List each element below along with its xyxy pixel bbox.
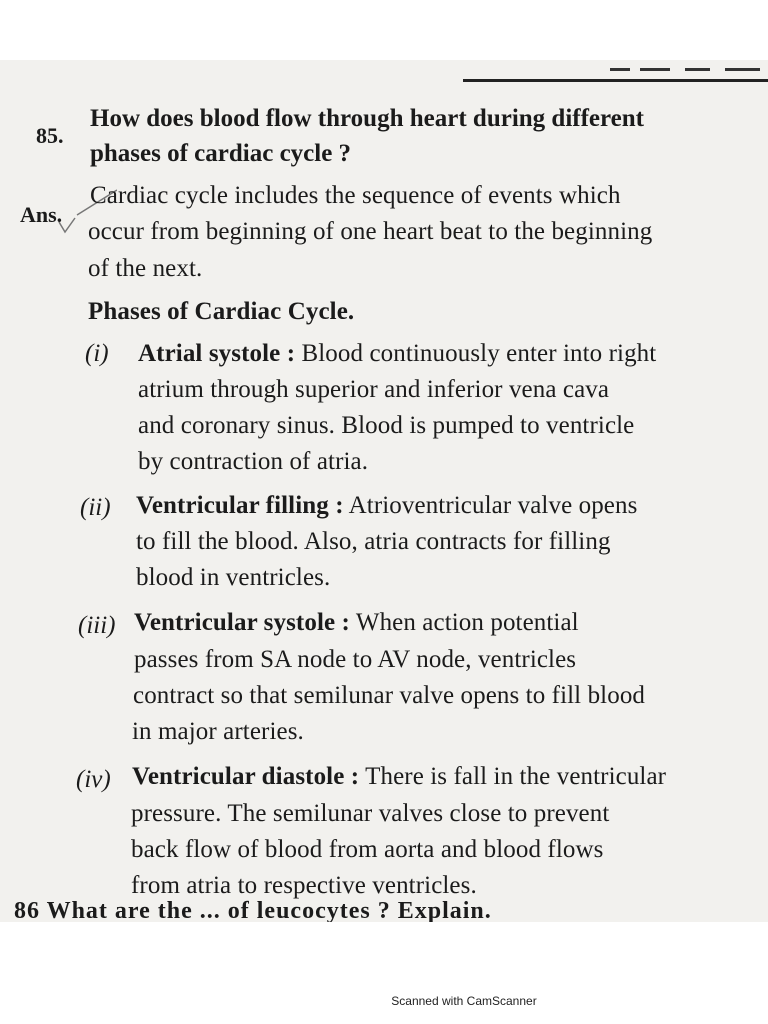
- answer-line: Cardiac cycle includes the sequence of events which: [90, 182, 621, 209]
- phase-numeral: (iv): [76, 766, 111, 793]
- top-dash: [640, 68, 670, 71]
- phase-line: atrium through superior and inferior vena cava: [138, 376, 610, 403]
- phase-first-line: [138, 340, 656, 368]
- phase-text: There is fall in the ventricular: [359, 763, 667, 790]
- phase-term: Ventricular systole :: [134, 609, 350, 636]
- answer-line: of the next.: [88, 255, 203, 282]
- phase-text: When action potential: [349, 609, 579, 636]
- top-dash: [725, 68, 760, 71]
- phase-term: Ventricular filling :: [136, 492, 344, 519]
- phase-line: by contraction of atria.: [138, 448, 369, 475]
- question-line: How does blood flow through heart during different: [90, 105, 644, 132]
- scanner-watermark: Scanned with CamScanner: [391, 994, 537, 1008]
- phase-term: Ventricular diastole :: [132, 763, 360, 790]
- phase-line: contract so that semilunar valve opens to fill blood: [133, 682, 646, 709]
- next-question-cut: 86 What are the ... of leucocytes ? Explain.: [14, 898, 492, 922]
- answer-label: Ans.: [20, 202, 63, 227]
- section-heading: Phases of Cardiac Cycle.: [88, 298, 355, 325]
- phase-line: to fill the blood. Also, atria contracts for filling: [136, 528, 611, 555]
- phase-numeral: (i): [85, 340, 109, 367]
- top-rule: [463, 79, 768, 82]
- question-line: phases of cardiac cycle ?: [90, 140, 352, 167]
- phase-line: from atria to respective ventricles.: [131, 872, 477, 899]
- phase-line: pressure. The semilunar valves close to prevent: [131, 800, 610, 827]
- phase-line: back flow of blood from aorta and blood flows: [131, 836, 604, 863]
- phase-line: passes from SA node to AV node, ventricles: [134, 646, 577, 673]
- top-dash: [685, 68, 710, 71]
- answer-line: occur from beginning of one heart beat to the beginning: [88, 218, 653, 245]
- phase-term: Atrial systole :: [138, 340, 296, 367]
- phase-line: in major arteries.: [132, 718, 304, 745]
- phase-line: blood in ventricles.: [136, 564, 331, 591]
- phase-numeral: (ii): [80, 494, 111, 521]
- phase-numeral: (iii): [78, 612, 116, 639]
- phase-first-line: [136, 492, 637, 520]
- phase-text: Atrioventricular valve opens: [343, 492, 638, 519]
- top-dash: [610, 68, 630, 71]
- phase-first-line: [134, 609, 579, 637]
- phase-first-line: [132, 763, 666, 791]
- question-number: 85.: [36, 123, 64, 148]
- phase-text: Blood continuously enter into right: [295, 340, 657, 367]
- scanned-page: [0, 60, 768, 922]
- phase-line: and coronary sinus. Blood is pumped to ventricle: [138, 412, 635, 439]
